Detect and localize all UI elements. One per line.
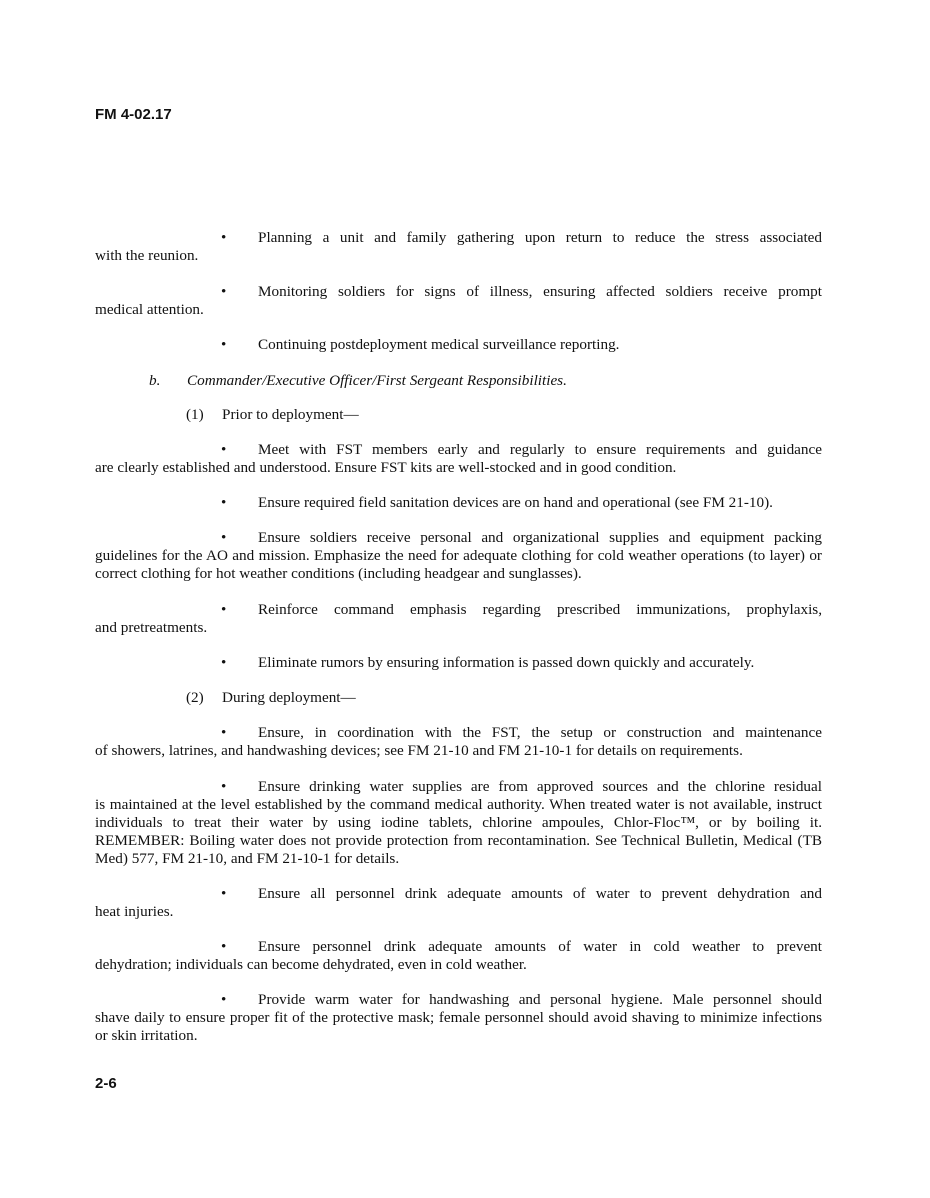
bullet-first-line: Monitoring soldiers for signs of illness, ensuring affected soldiers receive prompt [258,283,822,300]
section-letter: b. [149,372,161,389]
document-id-header: FM 4-02.17 [95,106,172,123]
bullet-paragraph [95,991,822,1045]
bullet-first-line: Ensure drinking water supplies are from approved sources and the chlorine residual [258,778,822,795]
bullet-continuation: guidelines for the AO and mission. Emphasize the need for adequate clothing for cold weather operations (to layer) or correct clothing for hot weather conditions (including headgear and sunglasses). [95,547,822,582]
bullet-paragraph [95,229,822,265]
bullet-first-line: Provide warm water for handwashing and personal hygiene. Male personnel should [258,991,822,1008]
bullet-first-line: Ensure soldiers receive personal and organizational supplies and equipment packing [258,529,822,546]
bullet-icon: • [221,494,227,511]
bullet-first-line: Ensure personnel drink adequate amounts of water in cold weather to prevent [258,938,822,955]
bullet-continuation: and pretreatments. [95,619,208,636]
bullet-first-line: Continuing postdeployment medical surveillance reporting. [258,336,620,353]
bullet-paragraph [95,283,822,319]
bullet-paragraph [95,724,822,760]
bullet-first-line: Eliminate rumors by ensuring information is passed down quickly and accurately. [258,654,755,671]
bullet-first-line: Ensure required field sanitation devices are on hand and operational (see FM 21-10). [258,494,773,511]
bullet-first-line: Ensure, in coordination with the FST, the setup or construction and maintenance [258,724,822,741]
bullet-first-line: Reinforce command emphasis regarding prescribed immunizations, prophylaxis, [258,601,822,618]
bullet-paragraph [95,938,822,974]
bullet-paragraph [95,441,822,477]
bullet-icon: • [221,229,227,246]
bullet-continuation: are clearly established and understood. Ensure FST kits are well-stocked and in good condition. [95,459,677,476]
bullet-continuation: dehydration; individuals can become dehydrated, even in cold weather. [95,956,527,973]
subsection-number: (1) [186,406,204,423]
subsection-heading-during [186,689,356,707]
section-heading [149,372,567,390]
bullet-continuation: of showers, latrines, and handwashing devices; see FM 21-10 and FM 21-10-1 for details on requirements. [95,742,743,759]
bullet-icon: • [221,938,227,955]
bullet-paragraph [95,654,822,672]
bullet-icon: • [221,778,227,795]
bullet-paragraph [95,529,822,583]
subsection-label: During deployment— [222,689,356,706]
bullet-icon: • [221,991,227,1008]
subsection-label: Prior to deployment— [222,406,359,423]
page-number: 2-6 [95,1075,117,1092]
subsection-heading-prior [186,406,359,424]
bullet-paragraph [95,778,822,868]
bullet-continuation: heat injuries. [95,903,174,920]
bullet-continuation: medical attention. [95,301,204,318]
bullet-continuation: with the reunion. [95,247,199,264]
bullet-paragraph [95,336,822,354]
bullet-icon: • [221,283,227,300]
subsection-number: (2) [186,689,204,706]
bullet-first-line: Meet with FST members early and regularly to ensure requirements and guidance [258,441,822,458]
bullet-icon: • [221,885,227,902]
bullet-icon: • [221,601,227,618]
bullet-paragraph [95,494,822,512]
bullet-continuation: is maintained at the level established by the command medical authority. When treated water is not available, instruct individuals to treat their water by using iodine tablets, chlorine ampoules, Chlor-Floc™, or by boiling it. REMEMBER: Boiling water does not provide protection from recontamination. See Technical Bulletin, Medical (TB Med) 577, FM 21-10, and FM 21-10-1 for details. [95,796,822,867]
section-title: Commander/Executive Officer/First Sergeant Responsibilities. [187,372,567,389]
bullet-first-line: Ensure all personnel drink adequate amounts of water to prevent dehydration and [258,885,822,902]
bullet-paragraph [95,601,822,637]
bullet-icon: • [221,336,227,353]
bullet-icon: • [221,529,227,546]
bullet-icon: • [221,441,227,458]
bullet-paragraph [95,885,822,921]
bullet-continuation: shave daily to ensure proper fit of the protective mask; female personnel should avoid shaving to minimize infections or skin irritation. [95,1009,822,1044]
bullet-icon: • [221,654,227,671]
bullet-first-line: Planning a unit and family gathering upon return to reduce the stress associated [258,229,822,246]
bullet-icon: • [221,724,227,741]
